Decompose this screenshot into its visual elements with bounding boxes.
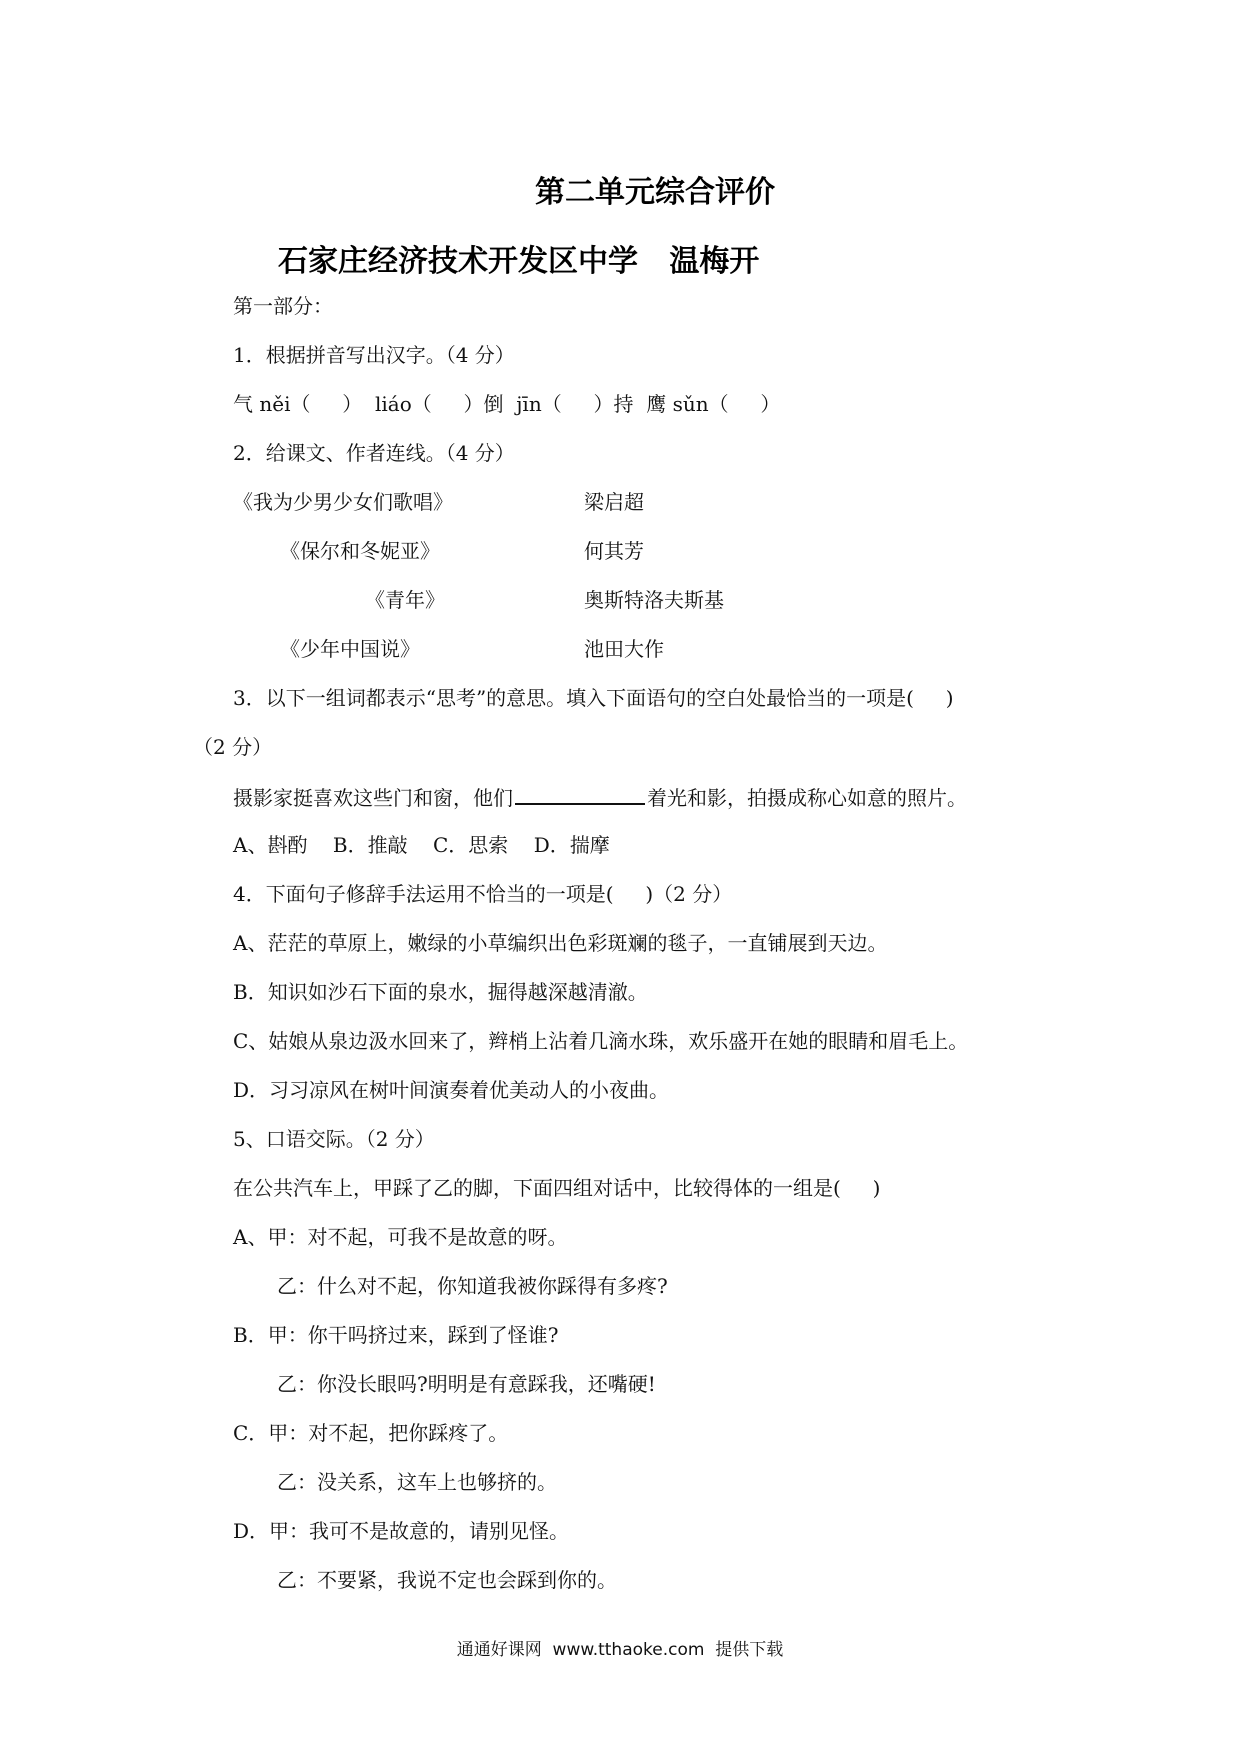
- dialogue-c-speaker2: 乙：没关系，这车上也够挤的。: [277, 1470, 557, 1494]
- dialogue-c-speaker1: C．甲：对不起，把你踩疼了。: [233, 1421, 509, 1445]
- match-author-2: 何其芳: [584, 539, 644, 563]
- author-line: 石家庄经济技术开发区中学 温梅开: [278, 244, 760, 279]
- match-title-4: 《少年中国说》: [280, 637, 420, 661]
- match-author-1: 梁启超: [584, 490, 644, 514]
- question-1-stem: 1．根据拼音写出汉字。（4 分）: [233, 343, 515, 367]
- question-4-option-d: D．习习凉风在树叶间演奏着优美动人的小夜曲。: [233, 1078, 670, 1102]
- dialogue-b-speaker2: 乙：你没长眼吗?明明是有意踩我，还嘴硬!: [277, 1372, 656, 1396]
- question-3-score: （2 分）: [193, 735, 273, 759]
- dialogue-a-speaker1: A、甲：对不起，可我不是故意的呀。: [233, 1225, 568, 1249]
- sentence-before-blank: 摄影家挺喜欢这些门和窗，他们: [233, 786, 513, 810]
- match-author-4: 池田大作: [584, 637, 664, 661]
- question-3-stem: 3．以下一组词都表示“思考”的意思。填入下面语句的空白处最恰当的一项是( ): [233, 686, 954, 710]
- question-1-items: 气 něi（ ） liáo（ ）倒 jīn（ ）持 鹰 sǔn（ ）: [233, 392, 781, 416]
- dialogue-b-speaker1: B．甲：你干吗挤过来，踩到了怪谁?: [233, 1323, 559, 1347]
- question-4-option-a: A、茫茫的草原上，嫩绿的小草编织出色彩斑斓的毯子，一直铺展到天边。: [233, 931, 888, 955]
- page-title: 第二单元综合评价: [535, 175, 775, 210]
- dialogue-a-speaker2: 乙：什么对不起，你知道我被你踩得有多疼?: [277, 1274, 668, 1298]
- sentence-after-blank: 着光和影，拍摄成称心如意的照片。: [647, 786, 967, 810]
- question-3-options: A、斟酌 B．推敲 C．思索 D．揣摩: [233, 833, 610, 857]
- question-4-stem: 4．下面句子修辞手法运用不恰当的一项是( )（2 分）: [233, 882, 733, 906]
- dialogue-d-speaker1: D．甲：我可不是故意的，请别见怪。: [233, 1519, 570, 1543]
- question-5-context: 在公共汽车上，甲踩了乙的脚，下面四组对话中，比较得体的一组是( ): [233, 1176, 881, 1200]
- question-2-stem: 2．给课文、作者连线。（4 分）: [233, 441, 515, 465]
- fill-blank: [515, 783, 645, 805]
- question-5-stem: 5、口语交际。（2 分）: [233, 1127, 435, 1151]
- question-4-option-c: C、姑娘从泉边汲水回来了，辫梢上沾着几滴水珠，欢乐盛开在她的眼睛和眉毛上。: [233, 1029, 969, 1053]
- dialogue-d-speaker2: 乙：不要紧，我说不定也会踩到你的。: [277, 1568, 617, 1592]
- match-title-3: 《青年》: [365, 588, 445, 612]
- question-4-option-b: B．知识如沙石下面的泉水，掘得越深越清澈。: [233, 980, 648, 1004]
- match-author-3: 奥斯特洛夫斯基: [584, 588, 724, 612]
- match-title-1: 《我为少男少女们歌唱》: [233, 490, 453, 514]
- page-footer: 通通好课网 www.tthaoke.com 提供下载: [456, 1640, 784, 1660]
- section-heading: 第一部分：: [233, 294, 333, 318]
- question-3-sentence: [233, 783, 967, 811]
- match-title-2: 《保尔和冬妮亚》: [280, 539, 440, 563]
